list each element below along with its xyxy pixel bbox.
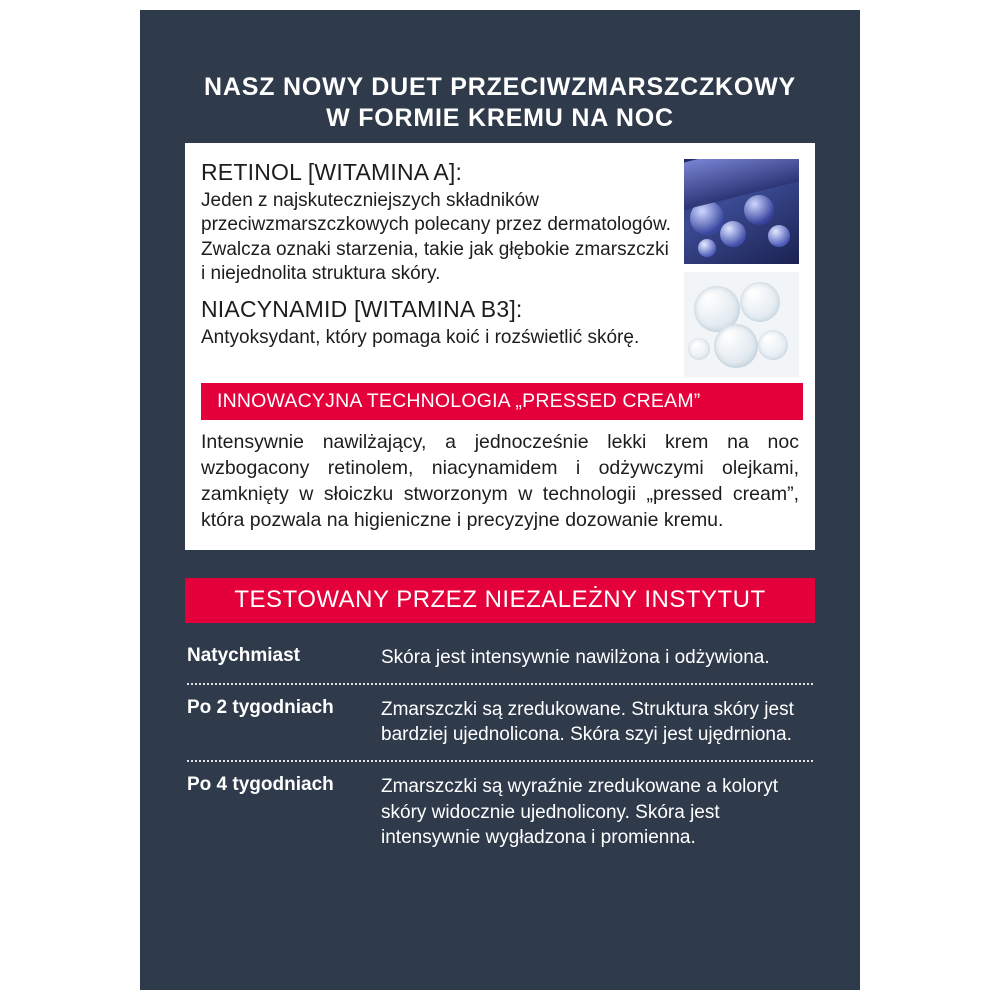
table-row: [185, 633, 815, 683]
result-desc-2: Zmarszczki są wyraźnie zredukowane a koloryt skóry widocznie ujednolicony. Skóra jest intensywnie wygładzona i promienna.: [381, 775, 779, 849]
page-title-line-1: NASZ NOWY DUET PRZECIWZMARSZCZKOWY: [204, 73, 796, 101]
table-row: [185, 685, 815, 760]
tested-banner: TESTOWANY PRZEZ NIEZALEŻNY INSTYTUT: [185, 578, 815, 623]
page-title: [140, 10, 860, 135]
result-time-0: Natychmiast: [187, 645, 300, 666]
ingredient-body-niacynamid: Antyoksydant, który pomaga koić i rozświetlić skórę.: [201, 327, 640, 349]
ingredient-title-retinol: RETINOL [WITAMINA A]:: [201, 159, 463, 185]
technology-banner: INNOWACYJNA TECHNOLOGIA „PRESSED CREAM”: [201, 383, 803, 420]
retinol-capsules-photo: [684, 159, 799, 264]
row-divider: [187, 683, 813, 685]
ingredient-body-retinol: Jeden z najskuteczniejszych składników przeciwzmarszczkowych polecany przez dermatologów. Zwalcza oznaki starzenia, takie jak głębokie zmarszczki i niejednolita struktura skóry.: [201, 190, 671, 284]
page-title-line-2: W FORMIE KREMU NA NOC: [326, 104, 674, 133]
table-row: [185, 762, 815, 863]
product-info-panel: [140, 10, 860, 990]
technology-description: Intensywnie nawilżający, a jednocześnie lekki krem na noc wzbogacony retinolem, niacynamidem i odżywczymi olejkami, zamknięty w słoiczku stworzonym w technologii „pressed cream”, która pozwala na higieniczne i precyzyjne dozowanie kremu.: [201, 431, 799, 531]
results-table: [185, 633, 815, 863]
ingredients-card: [185, 143, 815, 550]
result-desc-1: Zmarszczki są zredukowane. Struktura skóry jest bardziej ujednolicona. Skóra szyi jest ujędrniona.: [381, 698, 794, 746]
ingredients-text-column: [201, 157, 684, 377]
ingredient-title-niacynamid: NIACYNAMID [WITAMINA B3]:: [201, 296, 523, 323]
ingredients-card-body: [185, 143, 815, 381]
row-divider: [187, 760, 813, 762]
water-bubbles-photo: [684, 272, 799, 377]
result-time-1: Po 2 tygodniach: [187, 696, 334, 718]
result-desc-0: Skóra jest intensywnie nawilżona i odżywiona.: [381, 647, 770, 668]
result-time-2: Po 4 tygodniach: [187, 773, 334, 795]
ingredient-images: [684, 157, 799, 377]
